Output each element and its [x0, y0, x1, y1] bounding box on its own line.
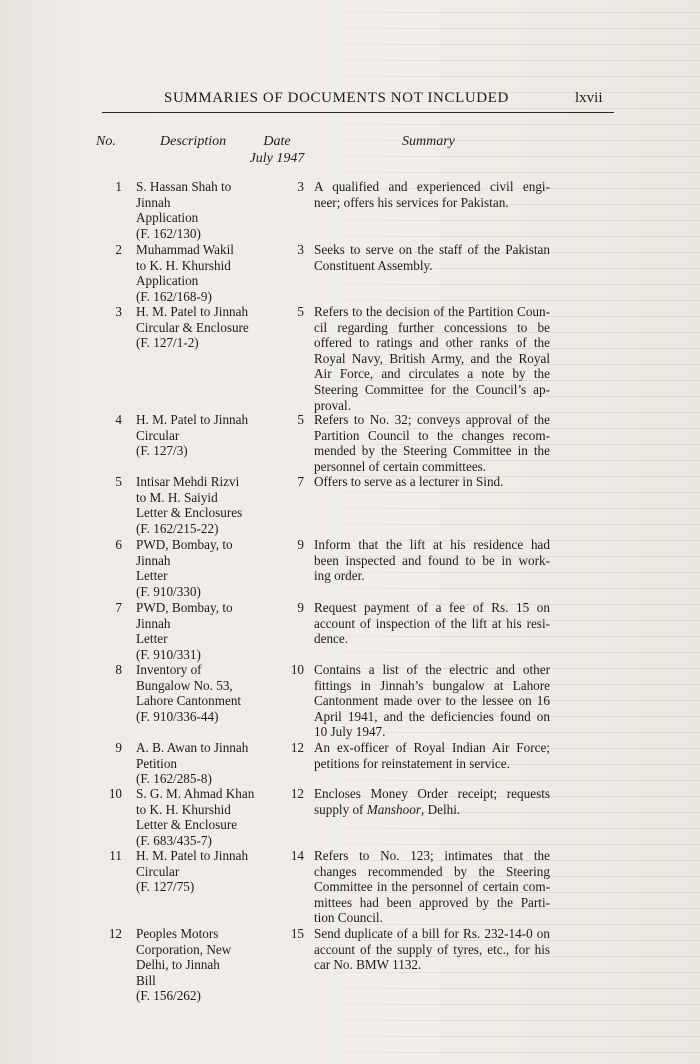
description-line: Bungalow No. 53,: [136, 677, 233, 693]
entry-date: 14: [290, 848, 304, 863]
summary-line: Inform that the lift at his residence had: [314, 537, 550, 552]
summary-line: offered to ratings and other ranks of the: [314, 335, 550, 351]
summary-line: A qualified and experienced civil engi-: [314, 179, 550, 194]
summary-line: Request payment of a fee of Rs. 15 on: [314, 600, 550, 615]
column-header-date: [249, 133, 305, 167]
entry-number: 2: [115, 242, 122, 257]
entry-date: 9: [297, 537, 304, 552]
summary-line: 10 July 1947.: [314, 724, 386, 740]
column-header-no: No.: [96, 134, 116, 149]
summary-line: changes recommended by the Steering: [314, 863, 550, 879]
entry-number: 12: [108, 926, 122, 941]
summary-line: Offers to serve as a lecturer in Sind.: [314, 474, 504, 489]
entry-summary: [314, 474, 550, 490]
description-line: Corporation, New: [136, 941, 232, 957]
description-line: Jinnah: [136, 194, 171, 210]
entry-summary: [314, 926, 550, 973]
entry-description: [136, 662, 264, 724]
description-line: Bill: [136, 972, 156, 988]
description-line: H. M. Patel to Jinnah: [136, 848, 249, 863]
summary-line: car No. BMW 1132.: [314, 957, 422, 973]
entry-description: [136, 242, 264, 304]
page-number: lxvii: [575, 90, 603, 106]
summary-line: Steering Committee for the Council’s ap-: [314, 381, 550, 397]
summary-line: April 1941, and the deficiencies found on: [314, 708, 550, 724]
summary-line: personnel of certain committees.: [314, 458, 487, 474]
entry-summary: [314, 662, 550, 740]
summary-line: fittings in Jinnah’s bungalow at Lahore: [314, 677, 550, 693]
summary-line: Royal Navy, British Army, and the Royal: [314, 350, 550, 366]
column-header-summary: Summary: [402, 134, 455, 149]
summary-line: Contains a list of the electric and other: [314, 662, 550, 677]
column-header-description: Description: [160, 134, 227, 149]
description-line: S. G. M. Ahmad Khan: [136, 786, 255, 801]
description-line: (F. 162/215-22): [136, 520, 219, 536]
header-rule: [102, 112, 614, 113]
description-line: S. Hassan Shah to: [136, 179, 232, 194]
entry-number: 5: [115, 474, 122, 489]
entry-summary: [314, 786, 550, 817]
summary-line: cil regarding further concessions to be: [314, 319, 550, 335]
description-line: to M. H. Saiyid: [136, 489, 218, 505]
description-line: PWD, Bombay, to: [136, 600, 233, 615]
summary-line: Refers to No. 123; intimates that the: [314, 848, 550, 863]
summary-line: Send duplicate of a bill for Rs. 232-14-0 on: [314, 926, 550, 941]
description-line: (F. 127/3): [136, 443, 188, 459]
column-header-date-sub: July 1947: [249, 151, 305, 166]
summary-line: Partition Council to the changes recom-: [314, 427, 550, 443]
description-line: Circular: [136, 427, 180, 443]
summary-line: [314, 802, 550, 818]
description-line: Muhammad Wakil: [136, 242, 234, 257]
entry-date: 12: [290, 786, 304, 801]
summary-line: Refers to No. 32; conveys approval of the: [314, 412, 550, 427]
description-line: (F. 910/336-44): [136, 708, 219, 724]
entry-description: [136, 474, 264, 536]
entry-date: 10: [290, 662, 304, 677]
entry-description: [136, 786, 264, 848]
summary-fragment: , Delhi.: [420, 801, 461, 817]
entry-description: [136, 179, 264, 241]
description-line: (F. 910/330): [136, 583, 201, 599]
entry-number: 8: [115, 662, 122, 677]
entry-summary: [314, 304, 550, 413]
entry-summary: [314, 600, 550, 647]
entry-date: 5: [297, 304, 304, 319]
entry-description: [136, 926, 264, 1004]
summary-line: mittees had been approved by the Parti-: [314, 894, 550, 910]
entry-number: 3: [115, 304, 122, 319]
entry-summary: [314, 242, 550, 273]
description-line: H. M. Patel to Jinnah: [136, 304, 249, 319]
entry-number: 4: [115, 412, 122, 427]
summary-line: account of the supply of tyres, etc., for his: [314, 941, 550, 957]
description-line: Letter: [136, 631, 168, 647]
description-line: PWD, Bombay, to: [136, 537, 233, 552]
entry-date: 5: [297, 412, 304, 427]
summary-line: Committee in the personnel of certain com-: [314, 879, 550, 895]
entry-summary: [314, 537, 550, 584]
summary-line: dence.: [314, 631, 349, 647]
description-line: Inventory of: [136, 662, 202, 677]
entry-number: 9: [115, 740, 122, 755]
summary-line: mended by the Steering Committee in the: [314, 443, 550, 459]
description-line: (F. 127/1-2): [136, 335, 199, 351]
description-line: A. B. Awan to Jinnah: [136, 740, 249, 755]
summary-line: tion Council.: [314, 910, 383, 926]
entry-number: 10: [108, 786, 122, 801]
description-line: to K. H. Khurshid: [136, 801, 231, 817]
entry-number: 11: [109, 848, 122, 863]
summary-line: neer; offers his services for Pakistan.: [314, 194, 509, 210]
description-line: to K. H. Khurshid: [136, 257, 231, 273]
description-line: Letter & Enclosures: [136, 505, 243, 521]
description-line: Letter & Enclosure: [136, 817, 238, 833]
description-line: H. M. Patel to Jinnah: [136, 412, 249, 427]
summary-fragment: supply of: [314, 801, 367, 817]
entry-description: [136, 600, 264, 662]
entry-summary: [314, 412, 550, 474]
summary-line: Encloses Money Order receipt; requests: [314, 786, 550, 801]
description-line: (F. 156/262): [136, 988, 201, 1004]
summary-line: proval.: [314, 397, 351, 413]
description-line: Jinnah: [136, 615, 171, 631]
summary-line: Refers to the decision of the Partition Coun-: [314, 304, 550, 319]
running-title: SUMMARIES OF DOCUMENTS NOT INCLUDED: [164, 90, 509, 106]
description-line: (F. 910/331): [136, 646, 201, 662]
description-line: Intisar Mehdi Rizvi: [136, 474, 240, 489]
description-line: (F. 683/435-7): [136, 832, 212, 848]
description-line: Letter: [136, 568, 168, 584]
summary-line: Constituent Assembly.: [314, 257, 433, 273]
description-line: Jinnah: [136, 552, 171, 568]
description-line: (F. 162/285-8): [136, 771, 212, 787]
entry-summary: [314, 740, 550, 771]
column-header-date-label: Date: [263, 134, 291, 149]
summary-line: Cantonment made over to the lessee on 16: [314, 693, 550, 709]
entry-description: [136, 740, 264, 787]
description-line: (F. 162/168-9): [136, 288, 212, 304]
entry-summary: [314, 179, 550, 210]
entry-description: [136, 304, 264, 351]
description-line: (F. 127/75): [136, 879, 195, 895]
description-line: Petition: [136, 755, 178, 771]
summary-line: Air Force, and circulates a note by the: [314, 366, 550, 382]
summary-line: petitions for reinstatement in service.: [314, 755, 510, 771]
entry-date: 12: [290, 740, 304, 755]
description-line: Application: [136, 273, 199, 289]
description-line: Lahore Cantonment: [136, 693, 242, 709]
entry-date: 7: [297, 474, 304, 489]
entry-description: [136, 848, 264, 895]
summary-italic-title: Manshoor: [366, 801, 421, 817]
entry-description: [136, 412, 264, 459]
entry-date: 3: [297, 242, 304, 257]
description-line: Delhi, to Jinnah: [136, 957, 220, 973]
summary-line: ing order.: [314, 568, 365, 584]
description-line: Circular: [136, 863, 180, 879]
description-line: Peoples Motors: [136, 926, 219, 941]
entry-number: 7: [115, 600, 122, 615]
summary-line: been inspected and found to be in work-: [314, 552, 550, 568]
entry-description: [136, 537, 264, 599]
entry-date: 9: [297, 600, 304, 615]
description-line: Circular & Enclosure: [136, 319, 249, 335]
entry-number: 6: [115, 537, 122, 552]
description-line: Application: [136, 210, 199, 226]
summary-line: An ex-officer of Royal Indian Air Force;: [314, 740, 550, 755]
entry-date: 15: [290, 926, 304, 941]
entry-summary: [314, 848, 550, 926]
entry-date: 3: [297, 179, 304, 194]
summary-line: account of inspection of the lift at his resi-: [314, 615, 550, 631]
summary-line: Seeks to serve on the staff of the Pakistan: [314, 242, 550, 257]
entry-number: 1: [115, 179, 122, 194]
description-line: (F. 162/130): [136, 225, 201, 241]
